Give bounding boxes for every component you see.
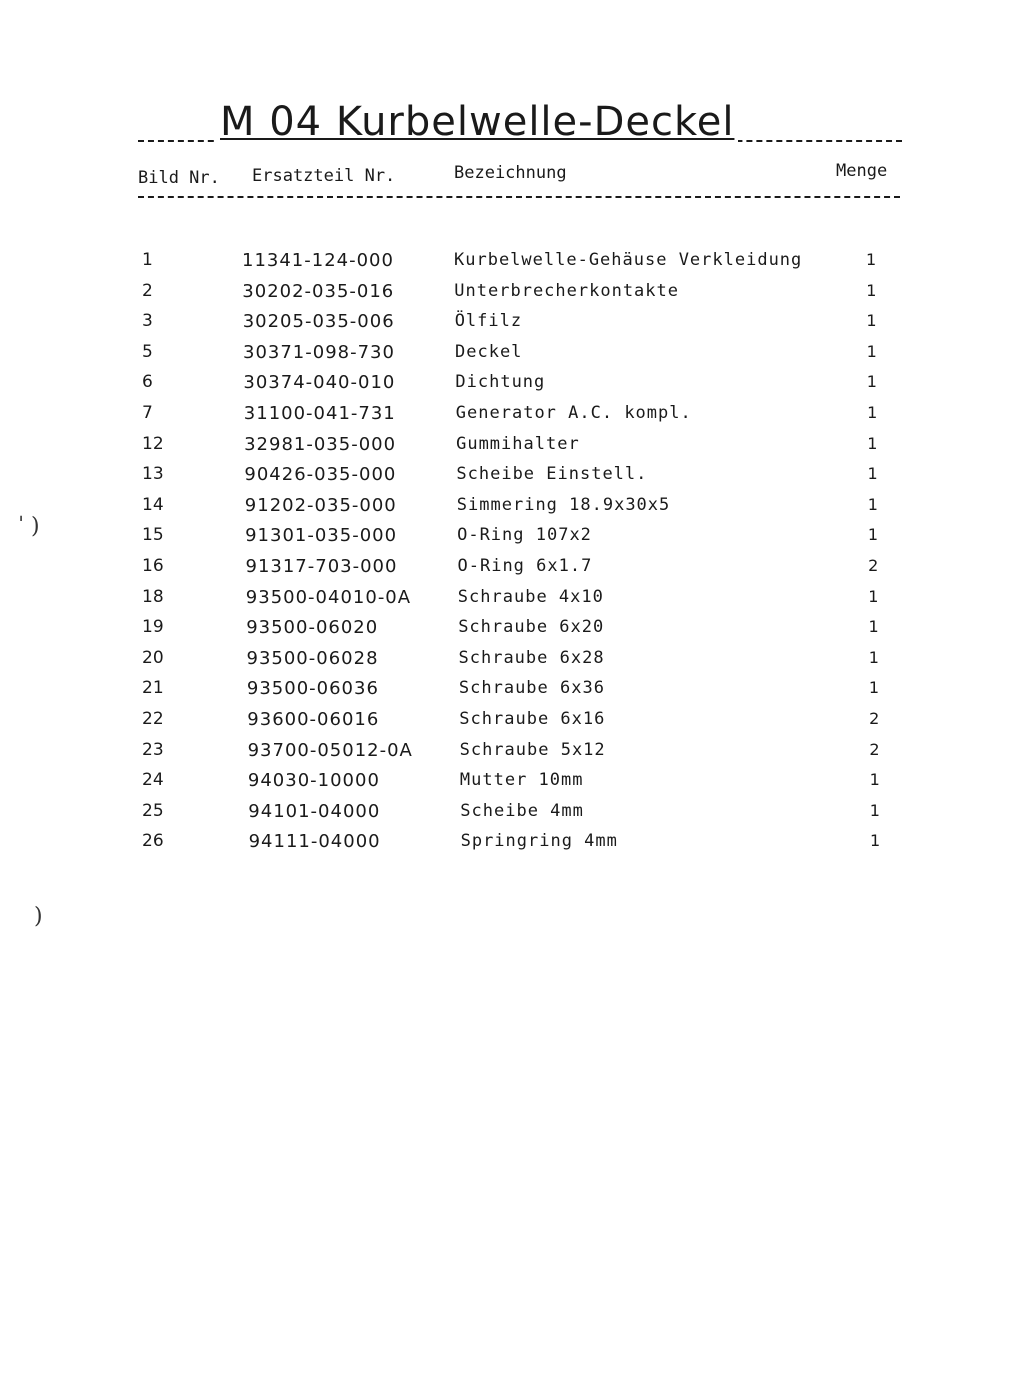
header-bezeichnung: Bezeichnung — [454, 163, 567, 183]
row-bild-nr: 6 — [142, 372, 153, 393]
row-bild-nr: 1 — [142, 250, 153, 270]
row-bild-nr: 7 — [142, 403, 153, 423]
row-part-nr: 93700-05012-0A — [247, 739, 413, 761]
row-bild-nr: 18 — [142, 586, 164, 607]
row-description: Mutter 10mm — [459, 770, 584, 791]
row-description: Springring 4mm — [460, 831, 618, 852]
row-description: Scheibe 4mm — [460, 800, 584, 821]
table-row — [0, 525, 1028, 553]
row-description: Kurbelwelle-Gehäuse Verkleidung — [454, 250, 803, 270]
table-row — [0, 770, 1028, 798]
row-quantity: 1 — [868, 586, 879, 606]
row-part-nr: 31100-041-731 — [243, 403, 396, 424]
row-description: Schraube 4x10 — [457, 586, 604, 607]
row-bild-nr: 2 — [142, 280, 153, 301]
row-bild-nr: 20 — [142, 647, 164, 668]
row-bild-nr: 5 — [142, 341, 153, 362]
title-area — [138, 96, 902, 152]
table-row — [0, 709, 1028, 737]
row-quantity: 1 — [866, 280, 877, 300]
row-bild-nr: 21 — [142, 678, 164, 699]
row-part-nr: 93500-04010-0A — [245, 586, 412, 608]
header-ersatzteil-nr: Ersatzteil Nr. — [252, 166, 396, 186]
table-row — [0, 434, 1028, 462]
row-quantity: 1 — [869, 770, 880, 790]
row-quantity: 1 — [868, 647, 879, 667]
row-bild-nr: 25 — [142, 800, 164, 821]
row-quantity: 2 — [869, 739, 880, 759]
table-row — [0, 464, 1028, 492]
row-description: Schraube 6x28 — [458, 647, 605, 668]
scan-mark-top: ˈ ) — [18, 514, 40, 539]
row-part-nr: 94111-04000 — [248, 831, 381, 853]
row-bild-nr: 15 — [142, 525, 164, 546]
row-part-nr: 30374-040-010 — [243, 372, 396, 394]
table-row — [0, 556, 1028, 584]
row-description: Scheibe Einstell. — [456, 464, 648, 485]
row-description: Schraube 6x36 — [458, 678, 605, 699]
table-row — [0, 403, 1028, 431]
row-part-nr: 94030-10000 — [247, 770, 380, 792]
row-quantity: 1 — [867, 464, 878, 484]
row-quantity: 1 — [867, 494, 878, 514]
row-bild-nr: 16 — [142, 556, 164, 576]
table-row — [0, 372, 1028, 400]
row-description: O-Ring 6x1.7 — [457, 556, 593, 576]
table-row — [0, 587, 1028, 615]
row-quantity: 2 — [868, 556, 879, 575]
row-quantity: 1 — [866, 250, 877, 269]
table-row — [0, 831, 1028, 859]
row-description: O-Ring 107x2 — [457, 525, 592, 546]
table-row — [0, 678, 1028, 706]
row-description: Simmering 18.9x30x5 — [456, 494, 671, 515]
row-part-nr: 30202-035-016 — [242, 280, 395, 302]
row-description: Generator A.C. kompl. — [455, 403, 692, 423]
scan-mark-bottom: ) — [34, 904, 43, 929]
row-bild-nr: 13 — [142, 464, 164, 485]
row-quantity: 1 — [867, 525, 879, 545]
row-part-nr: 32981-035-000 — [244, 433, 397, 455]
row-quantity: 1 — [868, 678, 880, 698]
row-quantity: 1 — [870, 831, 881, 851]
header-bild-nr: Bild Nr. — [138, 168, 220, 188]
row-part-nr: 93500-06036 — [246, 678, 379, 700]
page-title: M 04 Kurbelwelle-Deckel — [216, 96, 738, 148]
table-row — [0, 801, 1028, 829]
table-row — [0, 311, 1028, 339]
row-part-nr: 93600-06016 — [247, 709, 380, 730]
table-row — [0, 740, 1028, 768]
row-description: Schraube 5x12 — [459, 739, 606, 760]
header-menge: Menge — [836, 161, 888, 181]
row-description: Schraube 6x16 — [459, 709, 606, 729]
row-bild-nr: 19 — [142, 617, 164, 638]
row-part-nr: 90426-035-000 — [244, 464, 397, 486]
row-description: Dichtung — [455, 372, 546, 393]
row-quantity: 1 — [866, 372, 877, 392]
table-row — [0, 281, 1028, 309]
row-part-nr: 30371-098-730 — [243, 341, 395, 363]
row-bild-nr: 22 — [142, 709, 164, 729]
row-bild-nr: 26 — [142, 831, 164, 852]
row-part-nr: 93500-06020 — [246, 617, 379, 639]
row-part-nr: 11341-124-000 — [242, 250, 394, 271]
row-bild-nr: 23 — [142, 739, 164, 760]
row-bild-nr: 12 — [142, 433, 164, 454]
row-quantity: 1 — [868, 617, 879, 637]
header-dash-line — [138, 196, 900, 198]
table-row — [0, 250, 1028, 278]
row-quantity: 1 — [867, 433, 878, 453]
row-quantity: 1 — [866, 341, 877, 361]
row-quantity: 1 — [869, 800, 880, 820]
table-row — [0, 342, 1028, 370]
row-part-nr: 91202-035-000 — [244, 494, 397, 516]
table-row — [0, 495, 1028, 523]
row-bild-nr: 24 — [142, 770, 164, 791]
row-bild-nr: 3 — [142, 311, 153, 332]
row-part-nr: 30205-035-006 — [242, 311, 395, 333]
row-part-nr: 93500-06028 — [246, 647, 379, 669]
row-description: Deckel — [455, 341, 523, 362]
row-quantity: 1 — [866, 311, 877, 331]
row-description: Schraube 6x20 — [458, 617, 605, 638]
row-description: Ölfilz — [454, 311, 523, 332]
row-description: Unterbrecherkontakte — [454, 280, 679, 301]
row-bild-nr: 14 — [142, 494, 164, 515]
row-quantity: 2 — [869, 709, 880, 728]
row-part-nr: 91301-035-000 — [245, 525, 398, 547]
table-row — [0, 648, 1028, 676]
row-quantity: 1 — [867, 403, 878, 422]
row-part-nr: 94101-04000 — [248, 800, 381, 822]
row-part-nr: 91317-703-000 — [245, 556, 398, 577]
row-description: Gummihalter — [456, 433, 580, 454]
table-row — [0, 617, 1028, 645]
